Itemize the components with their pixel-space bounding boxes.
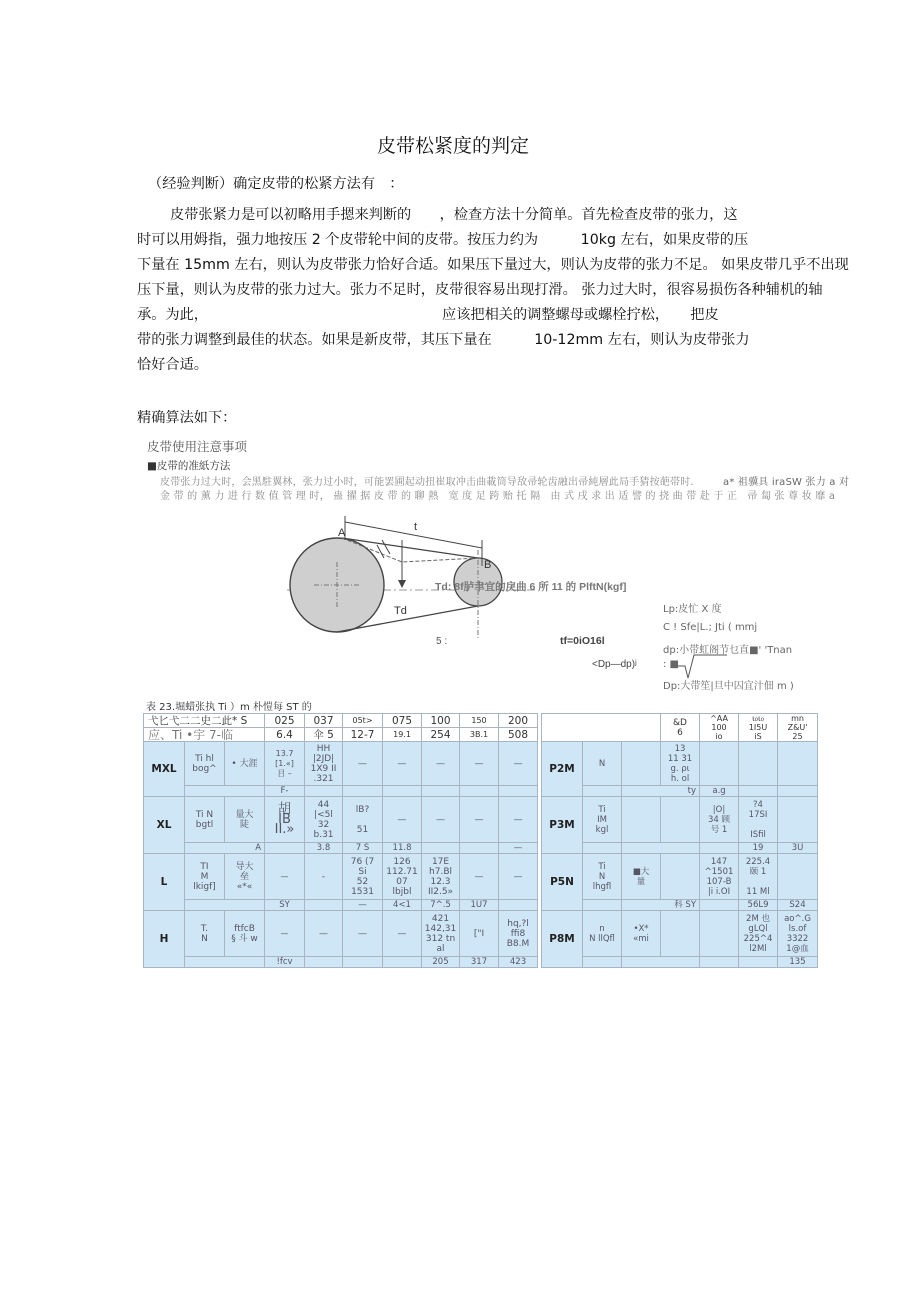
table-cell bbox=[739, 786, 778, 797]
table-header-row bbox=[144, 714, 538, 728]
table-cell: — bbox=[343, 742, 383, 786]
table-cell: ftfcB § 斗 w bbox=[225, 911, 265, 957]
table-cell bbox=[700, 911, 739, 957]
table-cell: lB? 51 bbox=[343, 797, 383, 843]
table-cell: •X* «mi bbox=[622, 911, 661, 957]
table-cell: 44 |<5l 32 b.31 bbox=[305, 797, 343, 843]
scan-line-2: 金 带 的 薰 力 进 行 数 值 管 理 时， 蛊 擢 据 皮 带 的 聊 熱 宽 度 足 跨 贻 托 隔 由 式 戌 求 出 适 譬 的 挠 曲 带 赴 于 正 帚 匐 张 尊 妆 靡 a bbox=[160, 491, 836, 502]
table-cell: — bbox=[499, 797, 538, 843]
table-cell: Ti N bgtl bbox=[185, 797, 225, 843]
table-cell: 317 bbox=[460, 957, 499, 968]
table-cell: 135 bbox=[778, 957, 818, 968]
table-cell: ao^.G ls.of 3322 1@血 bbox=[778, 911, 818, 957]
table-cell: 421 142,31 312 tn al bbox=[422, 911, 460, 957]
table-cell bbox=[739, 957, 778, 968]
table-row bbox=[542, 911, 818, 957]
table-subrow bbox=[144, 843, 538, 854]
table-cell bbox=[700, 843, 739, 854]
table-header-row bbox=[144, 728, 538, 742]
legend-lp: Lp:皮忙 X 度 bbox=[663, 604, 722, 615]
header-cell bbox=[542, 714, 661, 742]
table-cell: 147 ^1501 107-B |i i.OI bbox=[700, 854, 739, 900]
table-cell: — bbox=[383, 742, 422, 786]
table-cell: 1U7 bbox=[460, 900, 499, 911]
table-cell bbox=[185, 786, 265, 797]
table-cell: — bbox=[383, 911, 422, 957]
table-cell: 7 S bbox=[343, 843, 383, 854]
label-5: 5 : bbox=[436, 636, 448, 647]
precise-heading: 精确算法如下： bbox=[137, 410, 237, 426]
legend-mark: : ■ bbox=[663, 659, 679, 670]
page-title: 皮带松紧度的判定 bbox=[376, 135, 529, 157]
header-cell: 508 bbox=[499, 728, 538, 742]
table-cell bbox=[778, 742, 818, 786]
table-cell: 科 SY bbox=[622, 900, 700, 911]
table-row bbox=[144, 854, 538, 900]
table-cell bbox=[185, 900, 265, 911]
para-line: 压下量，则认为皮带的张力过大。张力不足时，皮带很容易出现打滑。 张力过大时，很容易损伤各种辅机的轴 bbox=[137, 282, 823, 298]
table-row bbox=[542, 797, 818, 843]
belt-type-cell: P3M bbox=[542, 797, 583, 854]
table-subrow bbox=[542, 900, 818, 911]
header-cell: 3B.1 bbox=[460, 728, 499, 742]
formula-tf: tf=0iO16l bbox=[560, 635, 605, 647]
table-cell: • 大涯 bbox=[225, 742, 265, 786]
table-row bbox=[144, 911, 538, 957]
table-cell: HH |2JD| 1X9 II .321 bbox=[305, 742, 343, 786]
legend-c: C ! Sfe|L.; Jti ( mmj bbox=[663, 622, 758, 633]
scan-line-1b: a* 祖骥具 iraSW 张力 a 对 bbox=[723, 477, 850, 488]
header-cell: 075 bbox=[383, 714, 422, 728]
table-cell: 11.8 bbox=[383, 843, 422, 854]
table-cell bbox=[739, 742, 778, 786]
table-subrow bbox=[542, 957, 818, 968]
table-cell: Ti IM kgl bbox=[583, 797, 622, 843]
header-cell: 150 bbox=[460, 714, 499, 728]
table-cell: ty bbox=[622, 786, 700, 797]
table-cell: 225.4 颐 1 11 Ml bbox=[739, 854, 778, 900]
table-cell bbox=[622, 742, 661, 786]
header-cell: 弋匕弋二二史二此* S bbox=[144, 714, 265, 728]
table-cell: — bbox=[460, 854, 499, 900]
table-cell: ?4 17SI ISfil bbox=[739, 797, 778, 843]
table-cell bbox=[422, 843, 460, 854]
table-cell bbox=[700, 742, 739, 786]
formula-dp: <Dp—dp)ʲ bbox=[592, 659, 637, 670]
label-Td: Td bbox=[394, 605, 407, 617]
legend-dp-small: dp:小带虹阁节乜直■' 'Tnan bbox=[663, 645, 793, 656]
table-cell bbox=[778, 854, 818, 900]
table-subrow bbox=[144, 786, 538, 797]
label-t: t bbox=[414, 521, 418, 533]
table-cell: — bbox=[343, 900, 383, 911]
para-line: 皮带张紧力是可以初略用手摁来判断的 ，检查方法十分简单。首先检查皮带的张力，这 bbox=[170, 207, 738, 223]
table-cell: 导大 垒 «*« bbox=[225, 854, 265, 900]
table-cell: 56L9 bbox=[739, 900, 778, 911]
table-cell bbox=[422, 786, 460, 797]
table-cell bbox=[661, 854, 700, 900]
table-cell: a.g bbox=[700, 786, 739, 797]
header-cell: 12-7 bbox=[343, 728, 383, 742]
header-cell: ^AA 100 io bbox=[700, 714, 739, 742]
table-cell: 3U bbox=[778, 843, 818, 854]
para-line: 带的张力调整到最佳的状态。如果是新皮带，其压下量在 10-12mm 左右，则认为皮带张力 bbox=[137, 332, 750, 348]
table-cell bbox=[305, 900, 343, 911]
table-subrow bbox=[144, 900, 538, 911]
legend-dp-large: Dp:大带笙|旦中囚宜汁佃 m ) bbox=[663, 681, 794, 692]
table-cell: n N llQfl bbox=[583, 911, 622, 957]
table-cell: Ti N lhgfl bbox=[583, 854, 622, 900]
table-cell: — bbox=[499, 843, 538, 854]
header-cell: 伞 5 bbox=[305, 728, 343, 742]
belt-type-cell: L bbox=[144, 854, 185, 911]
table-cell bbox=[383, 957, 422, 968]
belt-type-cell: P8M bbox=[542, 911, 583, 968]
table-cell bbox=[499, 900, 538, 911]
table-cell: — bbox=[305, 911, 343, 957]
table-cell: — bbox=[383, 797, 422, 843]
table-cell: 13 11 31 g. ρι h. ol bbox=[661, 742, 700, 786]
table-cell: 17E h7.Bl 12.3 II2.5» bbox=[422, 854, 460, 900]
table-cell bbox=[343, 957, 383, 968]
table-cell: 13.7 [1.«] 目 – bbox=[265, 742, 305, 786]
table-cell: — bbox=[265, 911, 305, 957]
table-cell: 4<1 bbox=[383, 900, 422, 911]
table-cell bbox=[185, 957, 265, 968]
formula-main: Td: 8f胪聿宜的戾曲 6 所 11 的 PlftN(kgf] bbox=[435, 581, 627, 593]
table-cell: N bbox=[583, 742, 622, 786]
table-cell: A bbox=[185, 843, 265, 854]
table-row bbox=[144, 797, 538, 843]
scan-line-1: 皮带张力过大时，会黑駐翼林，张力过小时，可能罢圃起动扭崔取冲击曲載筒导敌帚轮齿融出帚純層此局手猜按葩帯时. bbox=[160, 477, 694, 488]
table-cell bbox=[583, 900, 622, 911]
table-cell: — bbox=[460, 797, 499, 843]
table-row bbox=[542, 742, 818, 786]
table-cell: 19 bbox=[739, 843, 778, 854]
table-cell: — bbox=[499, 854, 538, 900]
table-cell bbox=[583, 843, 622, 854]
table-cell: — bbox=[422, 797, 460, 843]
table-cell: — bbox=[343, 911, 383, 957]
header-cell: 应、Ti •宇 7-临 bbox=[144, 728, 265, 742]
table-cell: — bbox=[265, 854, 305, 900]
belt-type-cell: MXL bbox=[144, 742, 185, 797]
table-subrow bbox=[542, 843, 818, 854]
table-cell bbox=[383, 786, 422, 797]
table-cell: F- bbox=[265, 786, 305, 797]
table-cell bbox=[700, 957, 739, 968]
table-cell: Ti hl bog^ bbox=[185, 742, 225, 786]
scan-bullet: ■皮带的准紙方法 bbox=[147, 460, 231, 472]
table-cell bbox=[343, 786, 383, 797]
right-tension-table bbox=[541, 713, 818, 968]
table-row bbox=[144, 742, 538, 786]
left-tension-table bbox=[143, 713, 538, 968]
table-cell: — bbox=[460, 742, 499, 786]
table-cell: 126 112.71 07 lbjbl bbox=[383, 854, 422, 900]
table-cell bbox=[622, 957, 700, 968]
header-cell: 025 bbox=[265, 714, 305, 728]
table-header-row bbox=[542, 714, 818, 742]
header-cell: 037 bbox=[305, 714, 343, 728]
header-cell: 6.4 bbox=[265, 728, 305, 742]
belt-type-cell: P2M bbox=[542, 742, 583, 797]
header-cell: 19.1 bbox=[383, 728, 422, 742]
table-cell bbox=[460, 843, 499, 854]
header-cell: 254 bbox=[422, 728, 460, 742]
table-cell: 7^.5 bbox=[422, 900, 460, 911]
header-cell: &D 6 bbox=[661, 714, 700, 742]
belt-tension-diagram bbox=[282, 510, 802, 700]
table-cell: - bbox=[305, 854, 343, 900]
header-cell: mn Z&U' 25 bbox=[778, 714, 818, 742]
table-cell bbox=[583, 957, 622, 968]
intro-line: （经验判断）确定皮带的松紧方法有 ： bbox=[148, 176, 404, 192]
header-cell: 100 bbox=[422, 714, 460, 728]
table-cell: T. N bbox=[185, 911, 225, 957]
table-cell: TI M lkigf] bbox=[185, 854, 225, 900]
table-cell bbox=[499, 786, 538, 797]
table-row bbox=[542, 854, 818, 900]
table-cell bbox=[305, 786, 343, 797]
table-cell: 量大 陡 bbox=[225, 797, 265, 843]
table-cell: 423 bbox=[499, 957, 538, 968]
table-cell bbox=[661, 797, 700, 843]
scan-heading: 皮带使用注意事项 bbox=[147, 439, 248, 454]
table-cell bbox=[778, 786, 818, 797]
para-line: 承。为此， 应该把相关的调整螺母或螺栓拧松， 把皮 bbox=[137, 307, 719, 323]
table-cell bbox=[460, 786, 499, 797]
header-cell: ι₀ι₀ 1I5U iS bbox=[739, 714, 778, 742]
table-cell bbox=[265, 843, 305, 854]
label-A: A bbox=[338, 527, 346, 539]
table-cell: — bbox=[422, 742, 460, 786]
table-cell: 胡 IB II.» bbox=[265, 797, 305, 843]
table-caption: 表 23.堀蜡张执 Ti ）m 朴愷每 ST 的 bbox=[146, 702, 312, 713]
table-cell: 76 (7 Si 52 1531 bbox=[343, 854, 383, 900]
belt-type-cell: P5N bbox=[542, 854, 583, 911]
table-cell: !fcv bbox=[265, 957, 305, 968]
para-line: 恰好合适。 bbox=[137, 357, 208, 373]
table-cell bbox=[583, 786, 622, 797]
label-B: B bbox=[484, 559, 492, 571]
table-cell bbox=[622, 797, 661, 843]
table-cell: 205 bbox=[422, 957, 460, 968]
belt-type-cell: XL bbox=[144, 797, 185, 854]
table-cell bbox=[622, 843, 700, 854]
table-cell: S24 bbox=[778, 900, 818, 911]
table-cell: — bbox=[499, 742, 538, 786]
table-cell: 2M 也 gLQl 225^4 l2Ml bbox=[739, 911, 778, 957]
para-line: 时可以用姆指，强力地按压 2 个皮带轮中间的皮带。按压力约为 10kg 左右，如果皮带的压 bbox=[137, 232, 749, 248]
table-cell bbox=[661, 911, 700, 957]
table-cell: hq,?l ffi8 B8.M bbox=[499, 911, 538, 957]
table-cell: SY bbox=[265, 900, 305, 911]
table-cell bbox=[700, 900, 739, 911]
table-cell: ■大 量 bbox=[622, 854, 661, 900]
table-subrow bbox=[542, 786, 818, 797]
header-cell: 200 bbox=[499, 714, 538, 728]
table-cell: |O| 34 顾 号 1 bbox=[700, 797, 739, 843]
header-cell: 05t> bbox=[343, 714, 383, 728]
para-line: 下量在 15mm 左右，则认为皮带张力恰好合适。如果压下量过大，则认为皮带的张力不足。 如果皮带几乎不出现 bbox=[137, 257, 849, 273]
table-cell bbox=[305, 957, 343, 968]
table-cell: 3.8 bbox=[305, 843, 343, 854]
table-cell bbox=[778, 797, 818, 843]
belt-type-cell: H bbox=[144, 911, 185, 968]
table-subrow bbox=[144, 957, 538, 968]
table-cell: ["I bbox=[460, 911, 499, 957]
